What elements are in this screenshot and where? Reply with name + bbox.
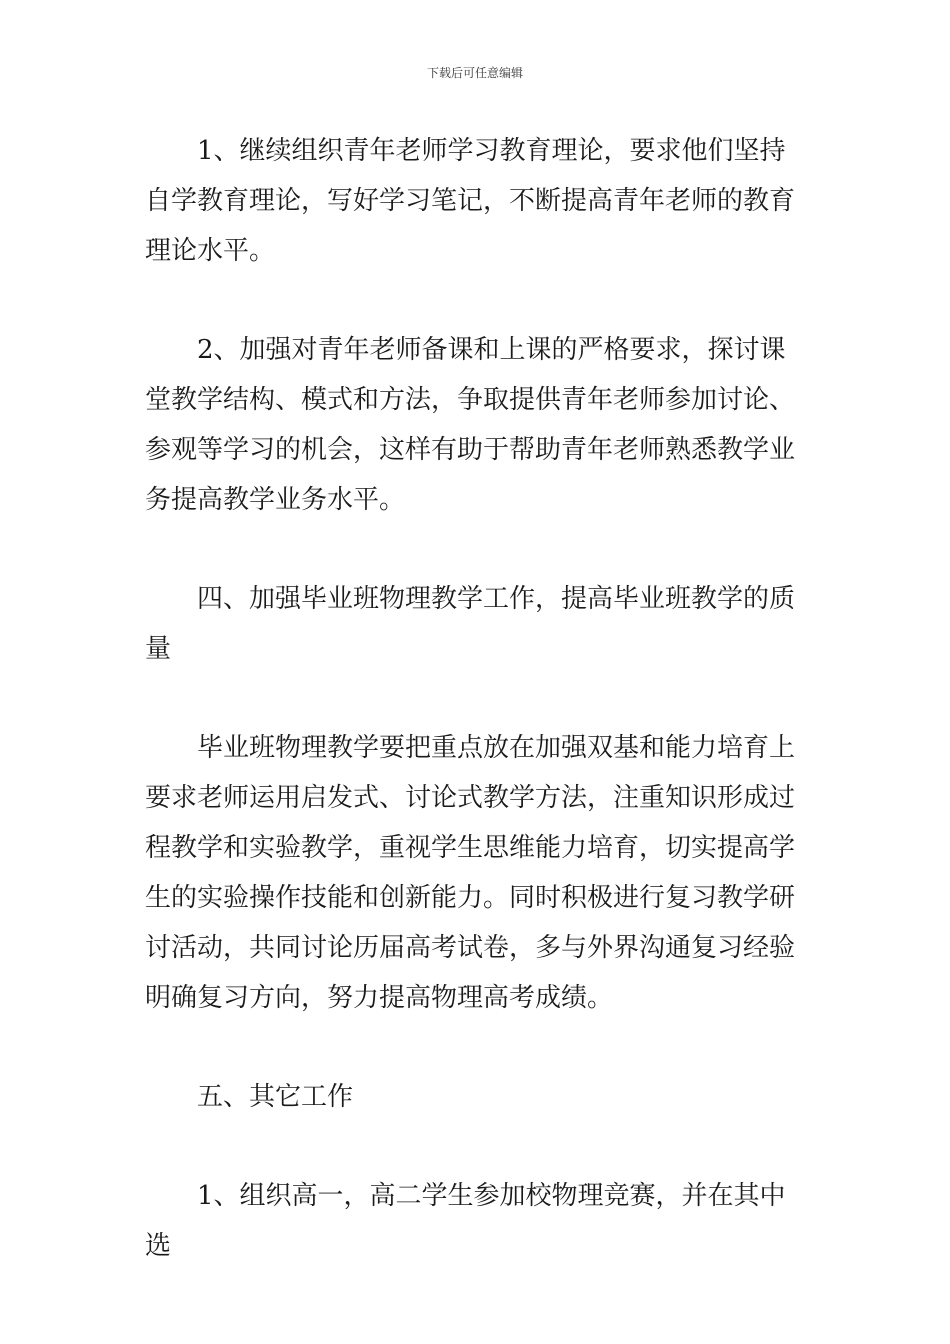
paragraph-study-theory: 1、继续组织青年老师学习教育理论，要求他们坚持自学教育理论，写好学习笔记，不断提高青年老师的教育理论水平。 xyxy=(145,136,796,266)
paragraph-graduating-class-teaching: 毕业班物理教学要把重点放在加强双基和能力培育上要求老师运用启发式、讨论式教学方法，注重知识形成过程教学和实验教学，重视学生思维能力培育，切实提高学生的实验操作技能和创新能力。同时积极进行复习教学研讨活动，共同讨论历届高考试卷，多与外界沟通复习经验明确复习方向，努力提高物理高考成绩。 xyxy=(145,733,796,1013)
paragraph-physics-competition: 1、组织高一，高二学生参加校物理竞赛，并在其中选 xyxy=(145,1181,786,1261)
section-heading-other-work: 五、其它工作 xyxy=(197,1082,354,1112)
page-header: 下载后可任意编辑 xyxy=(426,66,523,80)
section-heading-graduating-class: 四、加强毕业班物理教学工作，提高毕业班教学的质量 xyxy=(145,584,796,664)
paragraph-lesson-requirements: 2、加强对青年老师备课和上课的严格要求，探讨课堂教学结构、模式和方法，争取提供青年老师参加讨论、参观等学习的机会，这样有助于帮助青年老师熟悉教学业务提高教学业务水平。 xyxy=(145,335,796,515)
document-body xyxy=(145,126,807,1271)
